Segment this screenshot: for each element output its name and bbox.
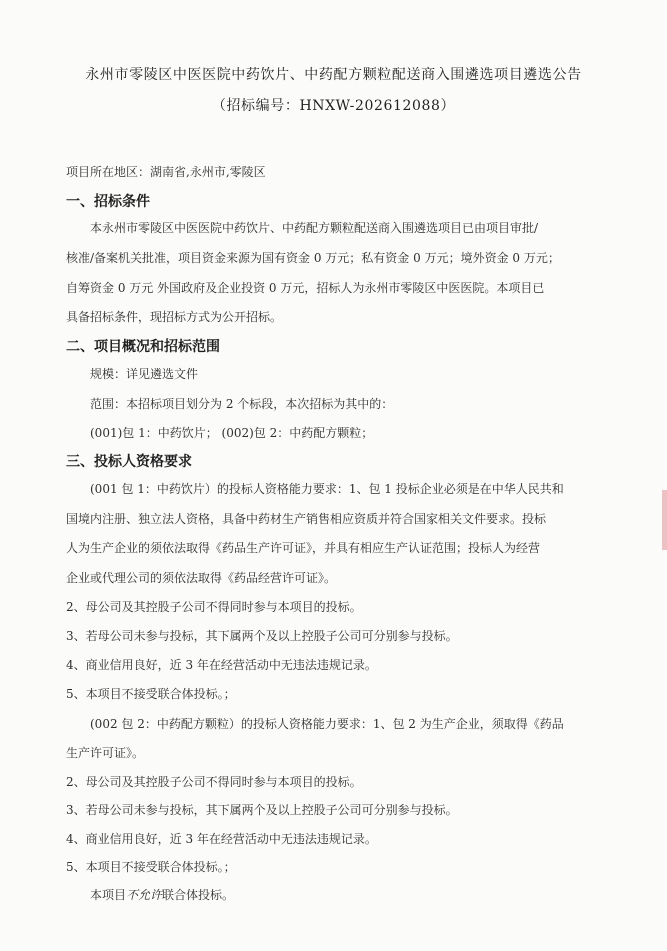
paragraph-line: 具备招标条件，现招标方式为公开招标。 [66,310,283,324]
list-item: 2、母公司及其控股子公司不得同时参与本项目的投标。 [66,775,362,789]
list-item: 4、商业信用良好，近 3 年在经营活动中无违法违规记录。 [66,832,377,846]
paragraph-line: 生产许可证》。 [66,746,145,760]
paragraph-line: 国境内注册、独立法人资格，具备中药材生产销售相应资质并符合国家相关文件要求。投标 [66,512,547,526]
lots-line: (001)包 1：中药饮片； (002)包 2：中药配方颗粒； [90,426,374,440]
list-item: 2、母公司及其控股子公司不得同时参与本项目的投标。 [66,600,362,614]
final-suffix: 联合体投标。 [162,888,235,902]
paragraph-line: 人为生产企业的须依法取得《药品生产许可证》，并具有相应生产认证范围；投标人为经营 [66,541,541,555]
project-location: 项目所在地区：湖南省,永州市,零陵区 [66,165,266,179]
list-item: 5、本项目不接受联合体投标。； [66,860,236,874]
section-2-heading: 二、项目概况和招标范围 [66,339,220,355]
paragraph-line: (001 包 1：中药饮片）的投标人资格能力要求：1、包 1 投标企业必须是在中华人民共和 [90,482,564,496]
final-prefix: 本项目 [90,888,127,902]
final-statement [90,887,234,903]
list-item: 3、若母公司未参与投标，其下属两个及以上控股子公司可分别参与投标。 [66,629,458,643]
paragraph-line: 企业或代理公司的须依法取得《药品经营许可证》。 [66,571,337,585]
paragraph-line: (002 包 2：中药配方颗粒）的投标人资格能力要求：1、包 2 为生产企业，须取得《药品 [90,717,564,731]
document-title: 永州市零陵区中医医院中药饮片、中药配方颗粒配送商入围遴选项目遴选公告 [85,67,582,83]
bid-number: （招标编号：HNXW-202612088） [211,98,456,114]
list-item: 3、若母公司未参与投标，其下属两个及以上控股子公司可分别参与投标。 [66,803,458,817]
section-3-heading: 三、投标人资格要求 [66,454,192,470]
paragraph-line: 自筹资金 0 万元 外国政府及企业投资 0 万元，招标人为永州市零陵区中医医院。本项目已 [66,281,545,295]
seal-edge [662,490,667,550]
final-emphasis: 不允许 [126,888,163,902]
list-item: 4、商业信用良好，近 3 年在经营活动中无违法违规记录。 [66,658,377,672]
paragraph-line: 本永州市零陵区中医医院中药饮片、中药配方颗粒配送商入围遴选项目已由项目审批/ [90,221,539,235]
section-1-heading: 一、招标条件 [66,194,150,210]
scale-line: 规模：详见遴选文件 [90,367,199,381]
list-item: 5、本项目不接受联合体投标。； [66,687,236,701]
paragraph-line: 核准/备案机关批准，项目资金来源为国有资金 0 万元；私有资金 0 万元；境外资金 0 万元； [66,251,560,265]
scope-line: 范围：本招标项目划分为 2 个标段，本次招标为其中的： [90,397,394,411]
